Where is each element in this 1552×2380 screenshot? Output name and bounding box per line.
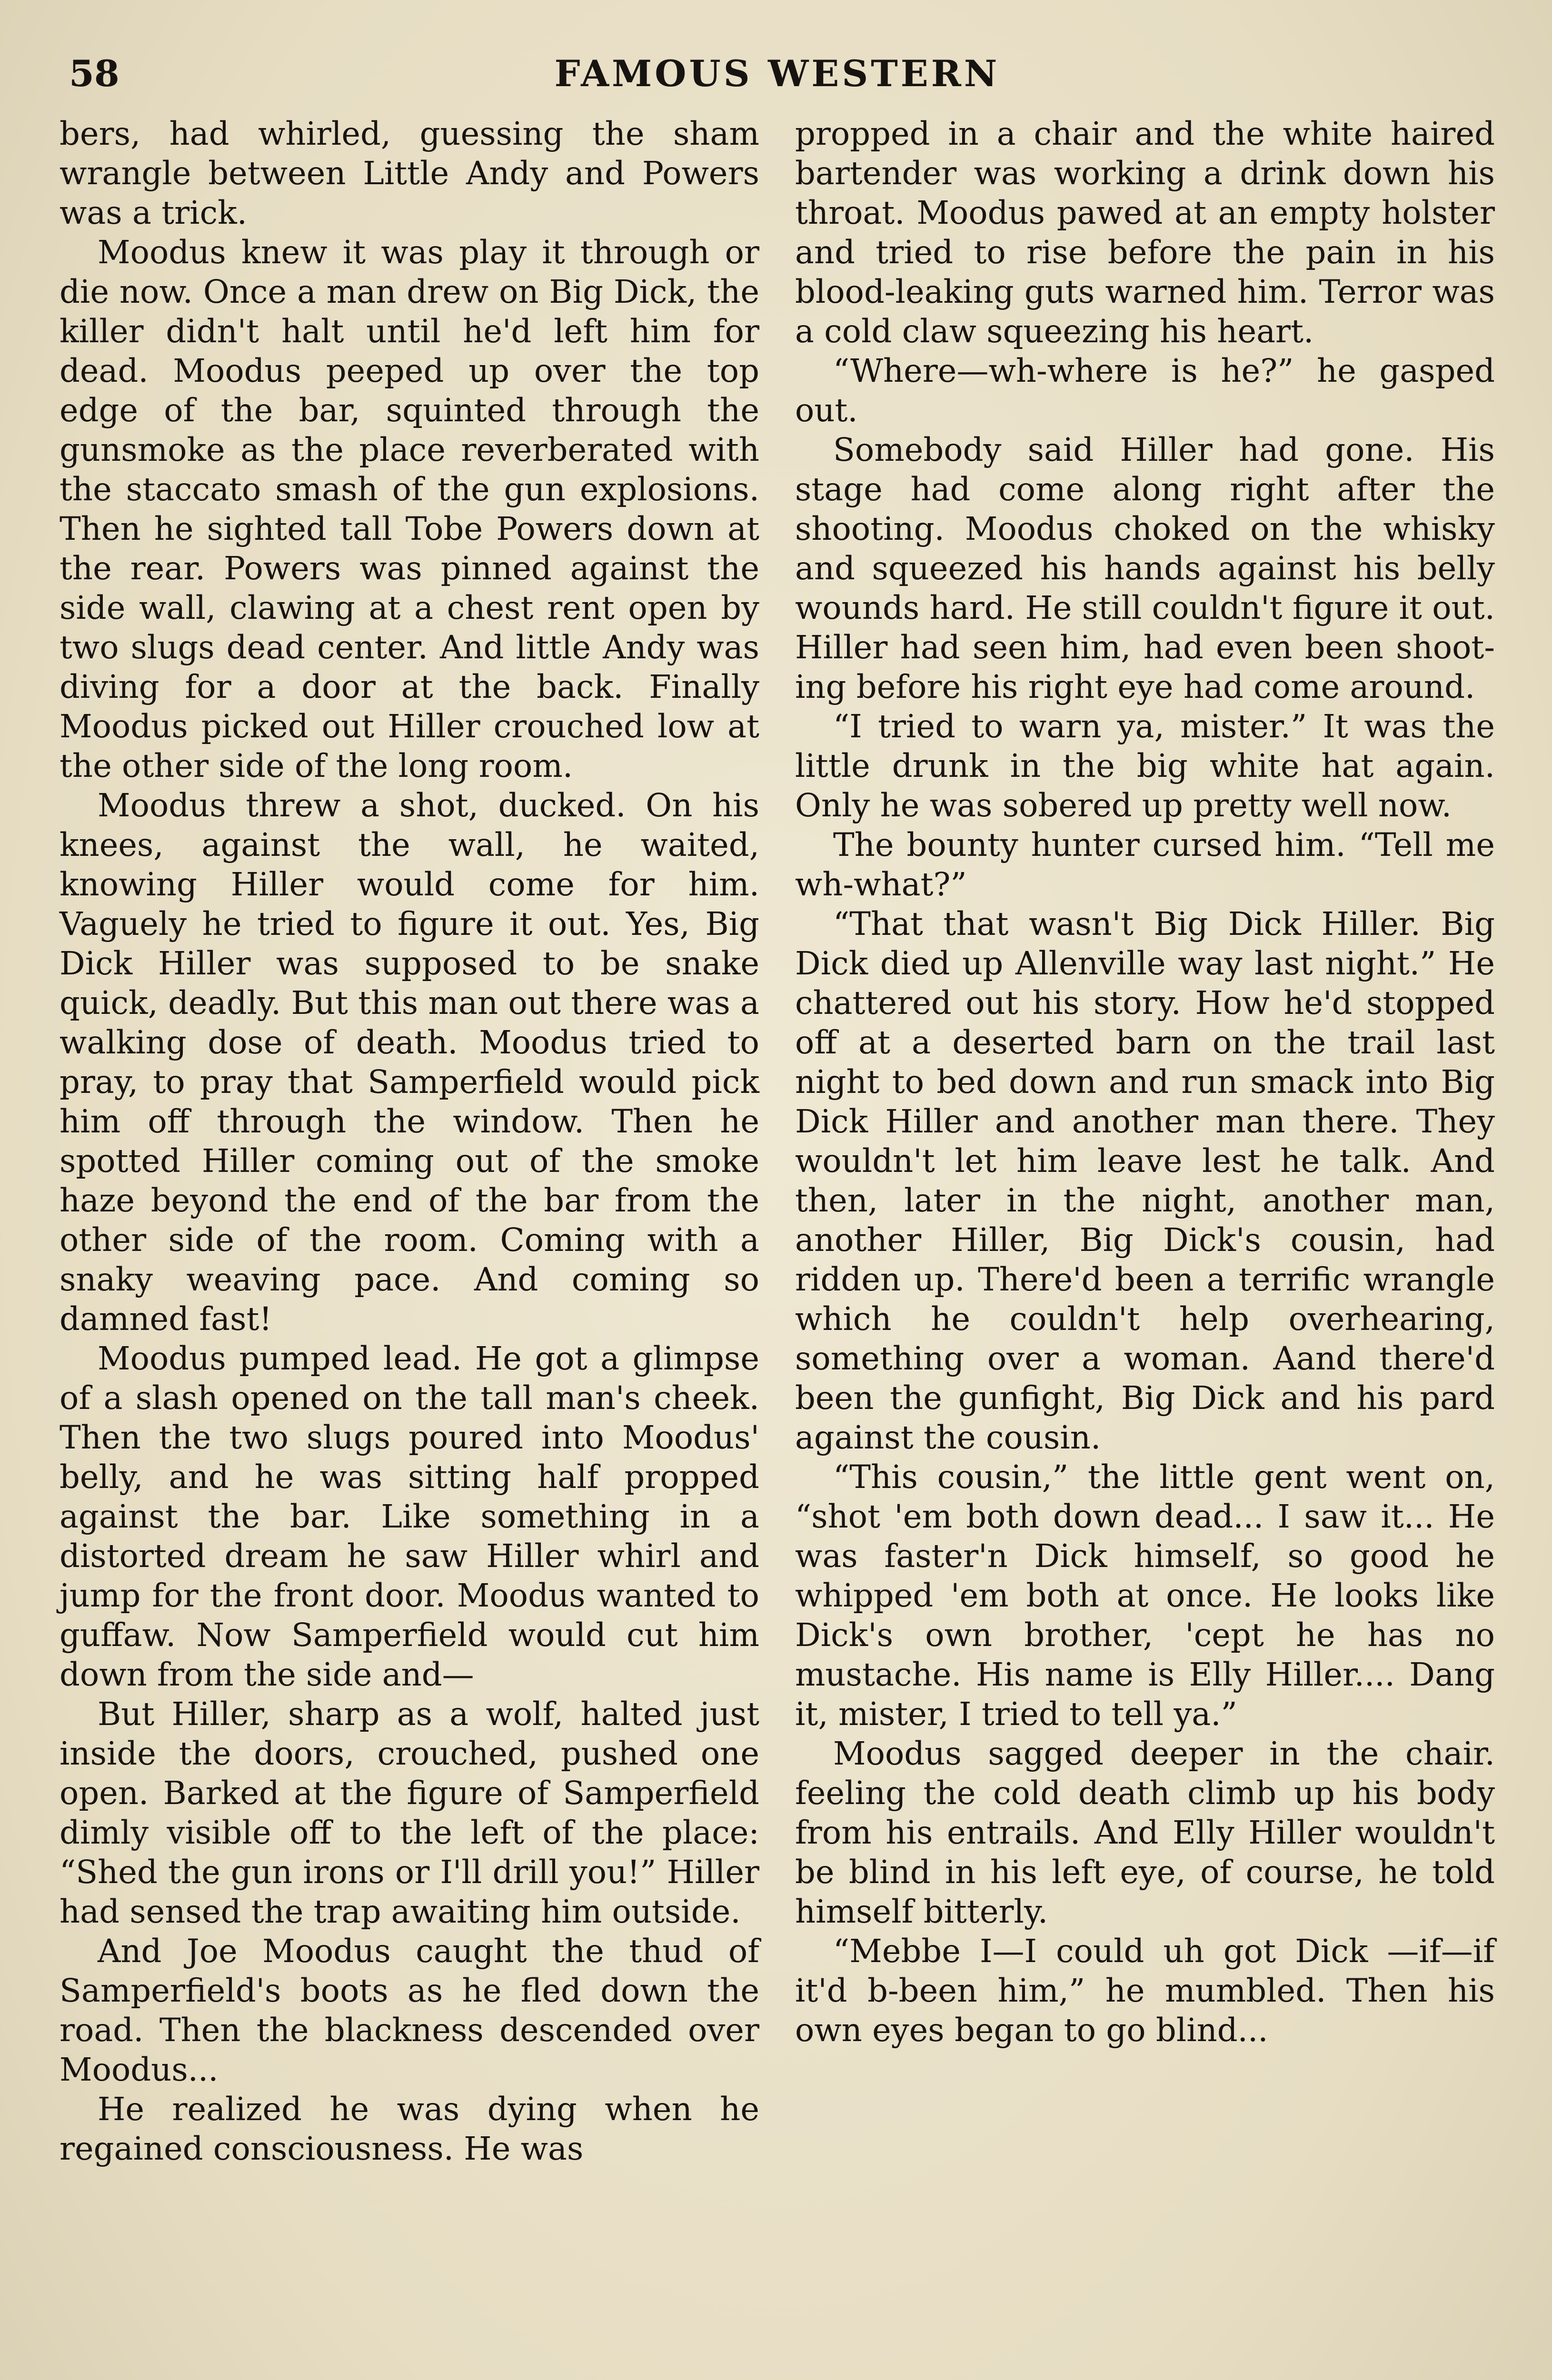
paragraph: Moodus sagged deeper in the chair. feeling the cold death climb up his body from his entrails. And Elly Hiller wouldn't be blind in his left eye, of course, he told himself bitterly.	[795, 1735, 1495, 1930]
paragraph: But Hiller, sharp as a wolf, halted just inside the doors, crouched, pushed one open. Barked at the figure of Samperfield dimly visible off to the left of the place: “Shed the gun irons or I'll drill you!” Hiller had sensed the trap awaiting him outside.	[60, 1696, 759, 1930]
paragraph: Somebody said Hiller had gone. His stage had come along right after the shooting. Moodus choked on the whisky and squeezed his hands against his belly wounds hard. He still couldn't figure it out. Hiller had seen him, had even been shooting before his right eye had come around.	[795, 431, 1495, 705]
paragraph: “Where—wh-where is he?” he gasped out.	[795, 352, 1495, 429]
left-column	[60, 114, 759, 2380]
paragraph: “That that wasn't Big Dick Hiller. Big Dick died up Allenville way last night.” He chattered out his story. How he'd stopped off at a deserted barn on the trail last night to bed down and run smack into Big Dick Hiller and another man there. They wouldn't let him leave lest he talk. And then, later in the night, another man, another Hiller, Big Dick's cousin, had ridden up. There'd been a terrific wrangle which he couldn't help overhearing, something over a woman. Aand there'd been the gunfight, Big Dick and his pard against the cousin.	[795, 905, 1495, 1456]
paragraph: Moodus threw a shot, ducked. On his knees, against the wall, he waited, knowing Hiller would come for him. Vaguely he tried to figure it out. Yes, Big Dick Hiller was supposed to be snake quick, deadly. But this man out there was a walking dose of death. Moodus tried to pray, to pray that Samperfield would pick him off through the window. Then he spotted Hiller coming out of the smoke haze beyond the end of the bar from the other side of the room. Coming with a snaky weaving pace. And coming so damned fast!	[60, 787, 759, 1338]
paragraph: “Mebbe I—I could uh got Dick —if—if it'd b-been him,” he mumbled. Then his own eyes began to go blind...	[795, 1933, 1495, 2049]
paragraph: propped in a chair and the white haired bartender was working a drink down his throat. Moodus pawed at an empty holster and tried to rise before the pain in his blood-leaking guts warned him. Terror was a cold claw squeezing his heart.	[795, 115, 1495, 350]
right-column	[795, 114, 1495, 2380]
paragraph: “This cousin,” the little gent went on, “shot 'em both down dead... I saw it... He was faster'n Dick himself, so good he whipped 'em both at once. He looks like Dick's own brother, 'cept he has no mustache. His name is Elly Hiller.... Dang it, mister, I tried to tell ya.”	[795, 1458, 1495, 1733]
paragraph: He realized he was dying when he regained consciousness. He was	[60, 2091, 759, 2167]
running-title: FAMOUS WESTERN	[554, 52, 1000, 95]
paragraph: Moodus pumped lead. He got a glimpse of a slash opened on the tall man's cheek. Then the two slugs poured into Moodus' belly, and he was sitting half propped against the bar. Like something in a distorted dream he saw Hiller whirl and jump for the front door. Moodus wanted to guffaw. Now Samperfield would cut him down from the side and—	[60, 1340, 759, 1693]
text-columns	[60, 114, 1495, 2380]
page-number: 58	[69, 52, 119, 95]
paragraph: “I tried to warn ya, mister.” It was the little drunk in the big white hat again. Only he was sobered up pretty well now.	[795, 708, 1495, 824]
paragraph: bers, had whirled, guessing the sham wrangle between Little Andy and Powers was a trick.	[60, 115, 759, 231]
paragraph: And Joe Moodus caught the thud of Samperfield's boots as he fled down the road. Then the blackness descended over Moodus...	[60, 1933, 759, 2088]
page-header	[60, 48, 1495, 100]
paragraph: Moodus knew it was play it through or die now. Once a man drew on Big Dick, the killer didn't halt until he'd left him for dead. Moodus peeped up over the top edge of the bar, squinted through the gunsmoke as the place reverberated with the staccato smash of the gun explosions. Then he sighted tall Tobe Powers down at the rear. Powers was pinned against the side wall, clawing at a chest rent open by two slugs dead center. And little Andy was diving for a door at the back. Finally Moodus picked out Hiller crouched low at the other side of the long room.	[60, 234, 759, 784]
paragraph: The bounty hunter cursed him. “Tell me wh-what?”	[795, 826, 1495, 903]
